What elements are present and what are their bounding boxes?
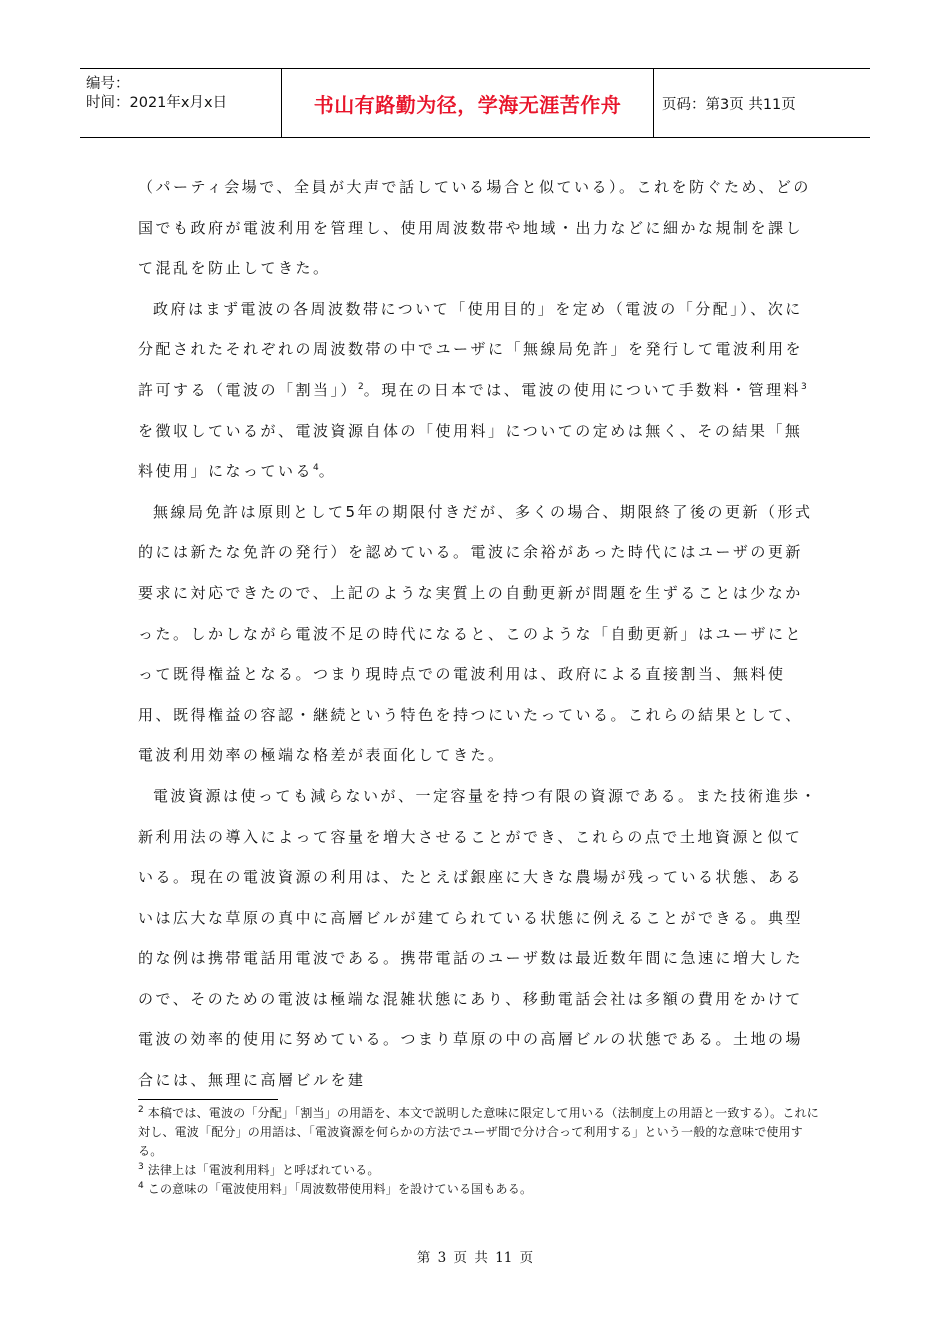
footnote (138, 1104, 823, 1161)
header-page-code: 页码：第3页 共11页 (662, 96, 796, 113)
header-meta (80, 69, 281, 137)
footnote (138, 1180, 823, 1199)
header-motto: 书山有路勤为径，学海无涯苦作舟 (313, 92, 622, 117)
footnote-reference: 2 (358, 381, 364, 392)
footnote (138, 1161, 823, 1180)
paragraph-text: を徴収しているが、電波資源自体の「使用料」についての定めは無く、その結果「無料使用」になっている (138, 421, 803, 481)
paragraph-text: 無線局免許は原則として5年の期限付きだが、多くの場合、期限終了後の更新（形式的には新たな免許の発行）を認めている。電波に余裕があった時代にはユーザの更新要求に対応できたので、上記のような実質上の自動更新が問題を生ずることは少なかった。しかしながら電波不足の時代になると、このような「自動更新」はユーザにとって既得権益となる。つまり現時点での電波利用は、政府による直接割当、無料使用、既得権益の容認・継続という特色を持つにいたっている。これらの結果として、電波利用効率の極端な格差が表面化してきた。 (138, 502, 813, 765)
footnote-reference: 3 (800, 381, 807, 392)
footnote-number: 4 (138, 1181, 144, 1191)
footnote-text: 本稿では、電波の「分配」「割当」の用語を、本文で説明した意味に限定して用いる（法制度上の用語と一致する）。これに対し、電波「配分」の用語は、「電波資源を何らかの方法でユーザ間で分け合って利用する」という一般的な意味で使用する。 (138, 1106, 819, 1158)
paragraph (138, 167, 818, 289)
footnote-reference: 4 (313, 463, 319, 474)
document-date: 时间：2021年x月x日 (86, 95, 228, 111)
paragraph-text: 。 (318, 462, 337, 481)
header-motto-cell (281, 69, 654, 137)
footnote-separator (138, 1099, 278, 1100)
paragraph-text: 電波資源は使っても減らないが、一定容量を持つ有限の資源である。また技術進歩・新利用法の導入によって容量を増大させることができ、これらの点で土地資源と似ている。現在の電波資源の利用は、たとえば銀座に大きな農場が残っている状態、あるいは広大な草原の真中に高層ビルが建てられている状態に例えることができる。典型的な例は携帯電話用電波である。携帯電話のユーザ数は最近数年間に急速に増大したので、そのための電波は極端な混雑状態にあり、移動電話会社は多額の費用をかけて電波の効率的使用に努めている。つまり草原の中の高層ビルの状態である。土地の場合には、無理に高層ビルを建 (138, 786, 819, 1090)
footnote-number: 2 (138, 1105, 144, 1115)
footnotes (138, 1104, 823, 1199)
paragraph-text: （パーティ会場で、全員が大声で話している場合と似ている）。これを防ぐため、どの国でも政府が電波利用を管理し、使用周波数帯や地域・出力などに細かな規制を課して混乱を防止してきた。 (138, 178, 811, 278)
footnote-text: この意味の「電波使用料」「周波数帯使用料」を設けている国もある。 (147, 1182, 533, 1196)
footnote-number: 3 (138, 1162, 144, 1172)
paragraph (138, 289, 818, 492)
paragraph (138, 776, 818, 1101)
paragraph-text: 。現在の日本では、電波の使用について手数料・管理料 (363, 380, 801, 399)
document-number-label: 编号： (86, 76, 130, 92)
footnote-text: 法律上は「電波利用料」と呼ばれている。 (147, 1163, 380, 1177)
header-page-code-cell (654, 69, 870, 137)
body-text (138, 167, 818, 1101)
page-footer: 第 3 页 共 11 页 (416, 1250, 534, 1266)
paragraph-text: 政府はまず電波の各周波数帯について「使用目的」を定め（電波の「分配」）、次に分配されたそれぞれの周波数帯の中でユーザに「無線局免許」を発行して電波利用を許可する（電波の「割当」） (138, 299, 804, 399)
paragraph (138, 492, 818, 776)
page-header (80, 68, 870, 138)
